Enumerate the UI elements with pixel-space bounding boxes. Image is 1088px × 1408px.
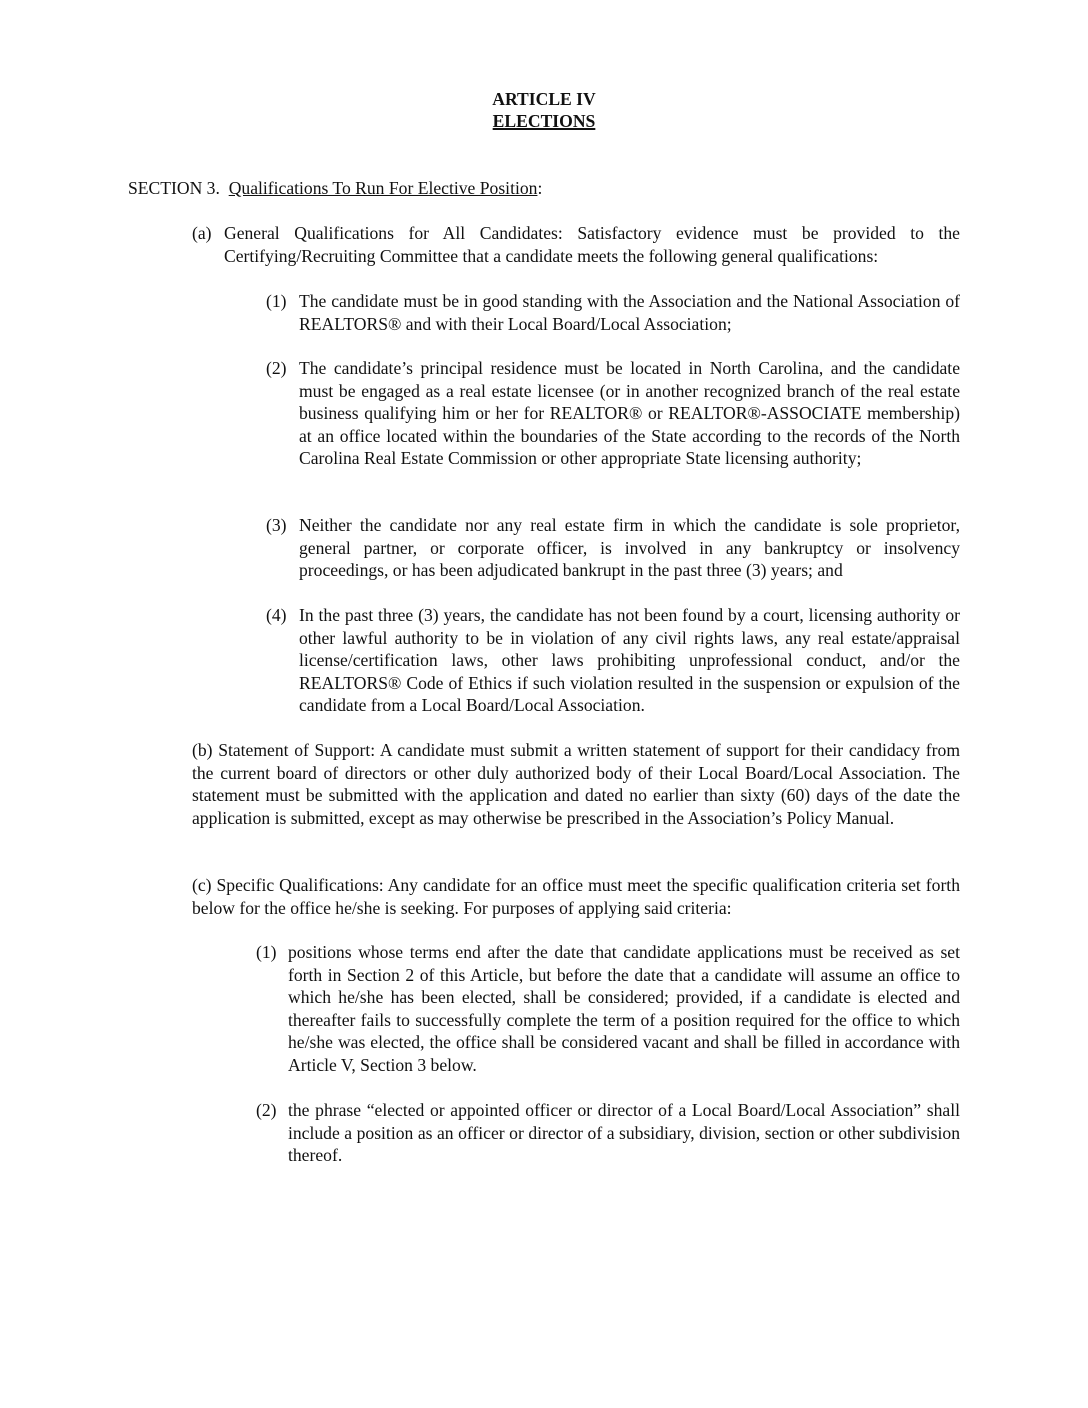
- list-item-label: (2): [266, 358, 287, 378]
- section-title-colon: :: [537, 178, 543, 198]
- section-title: Qualifications To Run For Elective Position: [228, 178, 538, 198]
- paragraph-c: (c) Specific Qualifications: Any candidate for an office must meet the specific qualification criteria set forth below for the office he/she is seeking. For purposes of applying said criteria:: [192, 875, 960, 918]
- list-item-text: The candidate must be in good standing with the Association and the National Association of REALTORS® and with their Local Board/Local Association;: [299, 291, 960, 334]
- list-item-label: (1): [266, 291, 287, 311]
- list-item-label: (1): [256, 942, 277, 962]
- list-item-label: (2): [256, 1100, 277, 1120]
- list-item-c2: [256, 1099, 960, 1167]
- list-item-a2: [266, 357, 960, 470]
- paragraph-b: (b) Statement of Support: A candidate must submit a written statement of support for their candidacy from the current board of directors or other duly authorized body of their Local Board/Local Association. The statement must be submitted with the application and dated no earlier than sixty (60) days of the date the application is submitted, except as may otherwise be prescribed in the Association’s Policy Manual.: [192, 740, 960, 828]
- section-heading: [128, 177, 542, 200]
- paragraph-a: [192, 222, 960, 267]
- list-item-label: (4): [266, 605, 287, 625]
- article-subtitle: [0, 110, 1088, 133]
- paragraph-a-label: (a): [192, 223, 212, 243]
- list-item-a1: [266, 290, 960, 335]
- list-item-a3: [266, 514, 960, 582]
- list-item-a4: [266, 604, 960, 717]
- article-subtitle-text: ELECTIONS: [492, 111, 596, 131]
- list-item-c1: [256, 941, 960, 1076]
- list-item-label: (3): [266, 515, 287, 535]
- list-item-text: In the past three (3) years, the candidate has not been found by a court, licensing authority or other lawful authority to be in violation of any civil rights laws, any real estate/appraisal license/certification laws, other laws prohibiting unprofessional conduct, and/or the REALTORS® Code of Ethics if such violation resulted in the suspension or expulsion of the candidate from a Local Board/Local Association.: [299, 605, 960, 715]
- list-item-text: The candidate’s principal residence must be located in North Carolina, and the candidate must be engaged as a real estate licensee (or in another recognized branch of the real estate business qualifying him or her for REALTOR® or REALTOR®-ASSOCIATE membership) at an office located within the boundaries of the State according to the records of the North Carolina Real Estate Commission or other appropriate State licensing authority;: [299, 358, 960, 468]
- section-number: SECTION 3.: [128, 178, 220, 198]
- list-item-text: Neither the candidate nor any real estate firm in which the candidate is sole proprietor, general partner, or corporate officer, is involved in any bankruptcy or insolvency proceedings, or has been adjudicated bankrupt in the past three (3) years; and: [299, 515, 960, 580]
- paragraph-a-text: General Qualifications for All Candidates: Satisfactory evidence must be provided to the Certifying/Recruiting Committee that a candidate meets the following general qualifications:: [224, 223, 960, 266]
- list-item-text: the phrase “elected or appointed officer or director of a Local Board/Local Association” shall include a position as an officer or director of a subsidiary, division, section or other subdivision thereof.: [288, 1100, 960, 1165]
- list-item-text: positions whose terms end after the date that candidate applications must be received as set forth in Section 2 of this Article, but before the date that a candidate will assume an office to which he/she has been elected, shall be considered; provided, if a candidate is elected and thereafter fails to successfully complete the term of a position required for the office to which he/she was elected, the office shall be considered vacant and shall be filled in accordance with Article V, Section 3 below.: [288, 942, 960, 1075]
- article-title: ARTICLE IV: [492, 89, 596, 109]
